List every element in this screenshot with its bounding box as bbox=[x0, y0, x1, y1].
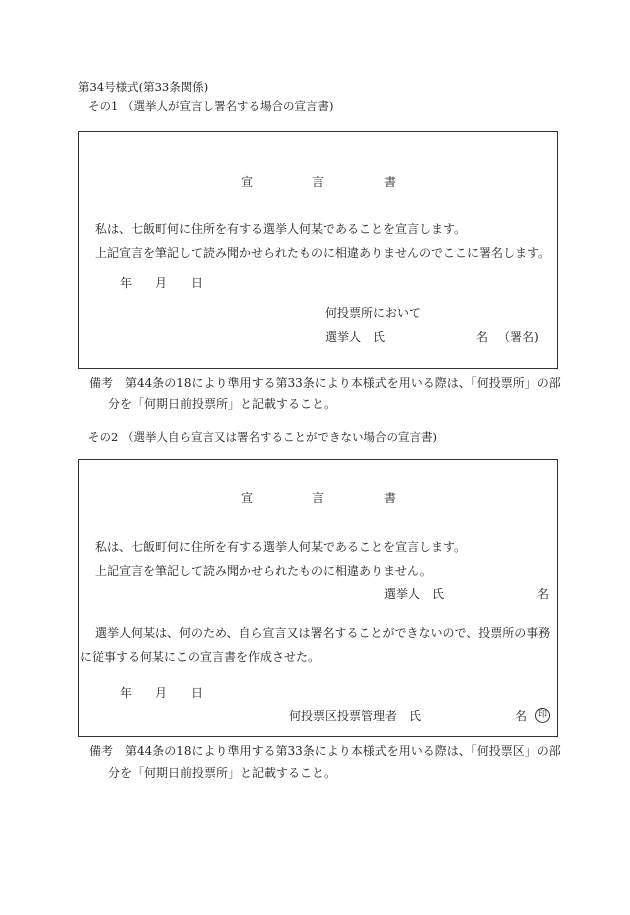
form2-manager-label: 何投票区投票管理者 氏 bbox=[289, 709, 422, 723]
seal-icon: 印 bbox=[535, 708, 550, 723]
form1-title-char-1: 宣 bbox=[241, 175, 254, 189]
form1-title-char-2: 言 bbox=[312, 175, 325, 189]
form2-title-char-3: 書 bbox=[384, 491, 397, 505]
form1-date-day: 日 bbox=[191, 276, 204, 290]
note1-line-2: 分を「何期日前投票所」と記載すること。 bbox=[108, 397, 337, 411]
form1-date-month: 月 bbox=[155, 276, 168, 290]
form-number: 第34号様式(第33条関係) bbox=[78, 80, 209, 94]
form2-manager-name-char: 名 bbox=[515, 709, 528, 723]
part2-title: その2 （選挙人自ら宣言又は署名することができない場合の宣言書) bbox=[88, 430, 437, 444]
form1-signer-name-char: 名 bbox=[476, 330, 489, 344]
form2-signer-name-char: 名 bbox=[537, 587, 550, 601]
form2-declaration-line-2: 上記宣言を筆記して読み聞かせられたものに相違ありません。 bbox=[95, 564, 432, 578]
form1-declaration-line-1: 私は、七飯町何に住所を有する選挙人何某であることを宣言します。 bbox=[95, 222, 467, 236]
form1-declaration-line-2: 上記宣言を筆記して読み聞かせられたものに相違ありませんのでここに署名します。 bbox=[95, 246, 551, 260]
form1-place: 何投票所において bbox=[325, 306, 422, 320]
part1-title: その1 （選挙人が宣言し署名する場合の宣言書) bbox=[88, 99, 334, 113]
form1-signature-note: （署名) bbox=[498, 330, 539, 344]
form2-signer-label: 選挙人 氏 bbox=[384, 587, 445, 601]
note1-line-1: 備考 第44条の18により準用する第33条により本様式を用いる際は、「何投票所」の部 bbox=[89, 376, 561, 390]
form2-date-month: 月 bbox=[155, 686, 168, 700]
form2-statement-line-1: 選挙人何某は、何のため、自ら宣言又は署名することができないので、投票所の事務 bbox=[95, 626, 551, 640]
form2-declaration-line-1: 私は、七飯町何に住所を有する選挙人何某であることを宣言します。 bbox=[95, 540, 467, 554]
form2-date-day: 日 bbox=[191, 686, 204, 700]
form2-title-char-1: 宣 bbox=[241, 491, 254, 505]
form2-date-year: 年 bbox=[120, 686, 133, 700]
note2-line-2: 分を「何期日前投票所」と記載すること。 bbox=[108, 766, 337, 780]
form1-signer-label: 選挙人 氏 bbox=[325, 330, 386, 344]
form1-title-char-3: 書 bbox=[384, 175, 397, 189]
note2-line-1: 備考 第44条の18により準用する第33条により本様式を用いる際は、「何投票区」の部 bbox=[89, 744, 561, 758]
form2-statement-line-2: に従事する何某にこの宣言書を作成させた。 bbox=[80, 650, 321, 664]
form2-title-char-2: 言 bbox=[312, 491, 325, 505]
form1-date-year: 年 bbox=[120, 276, 133, 290]
